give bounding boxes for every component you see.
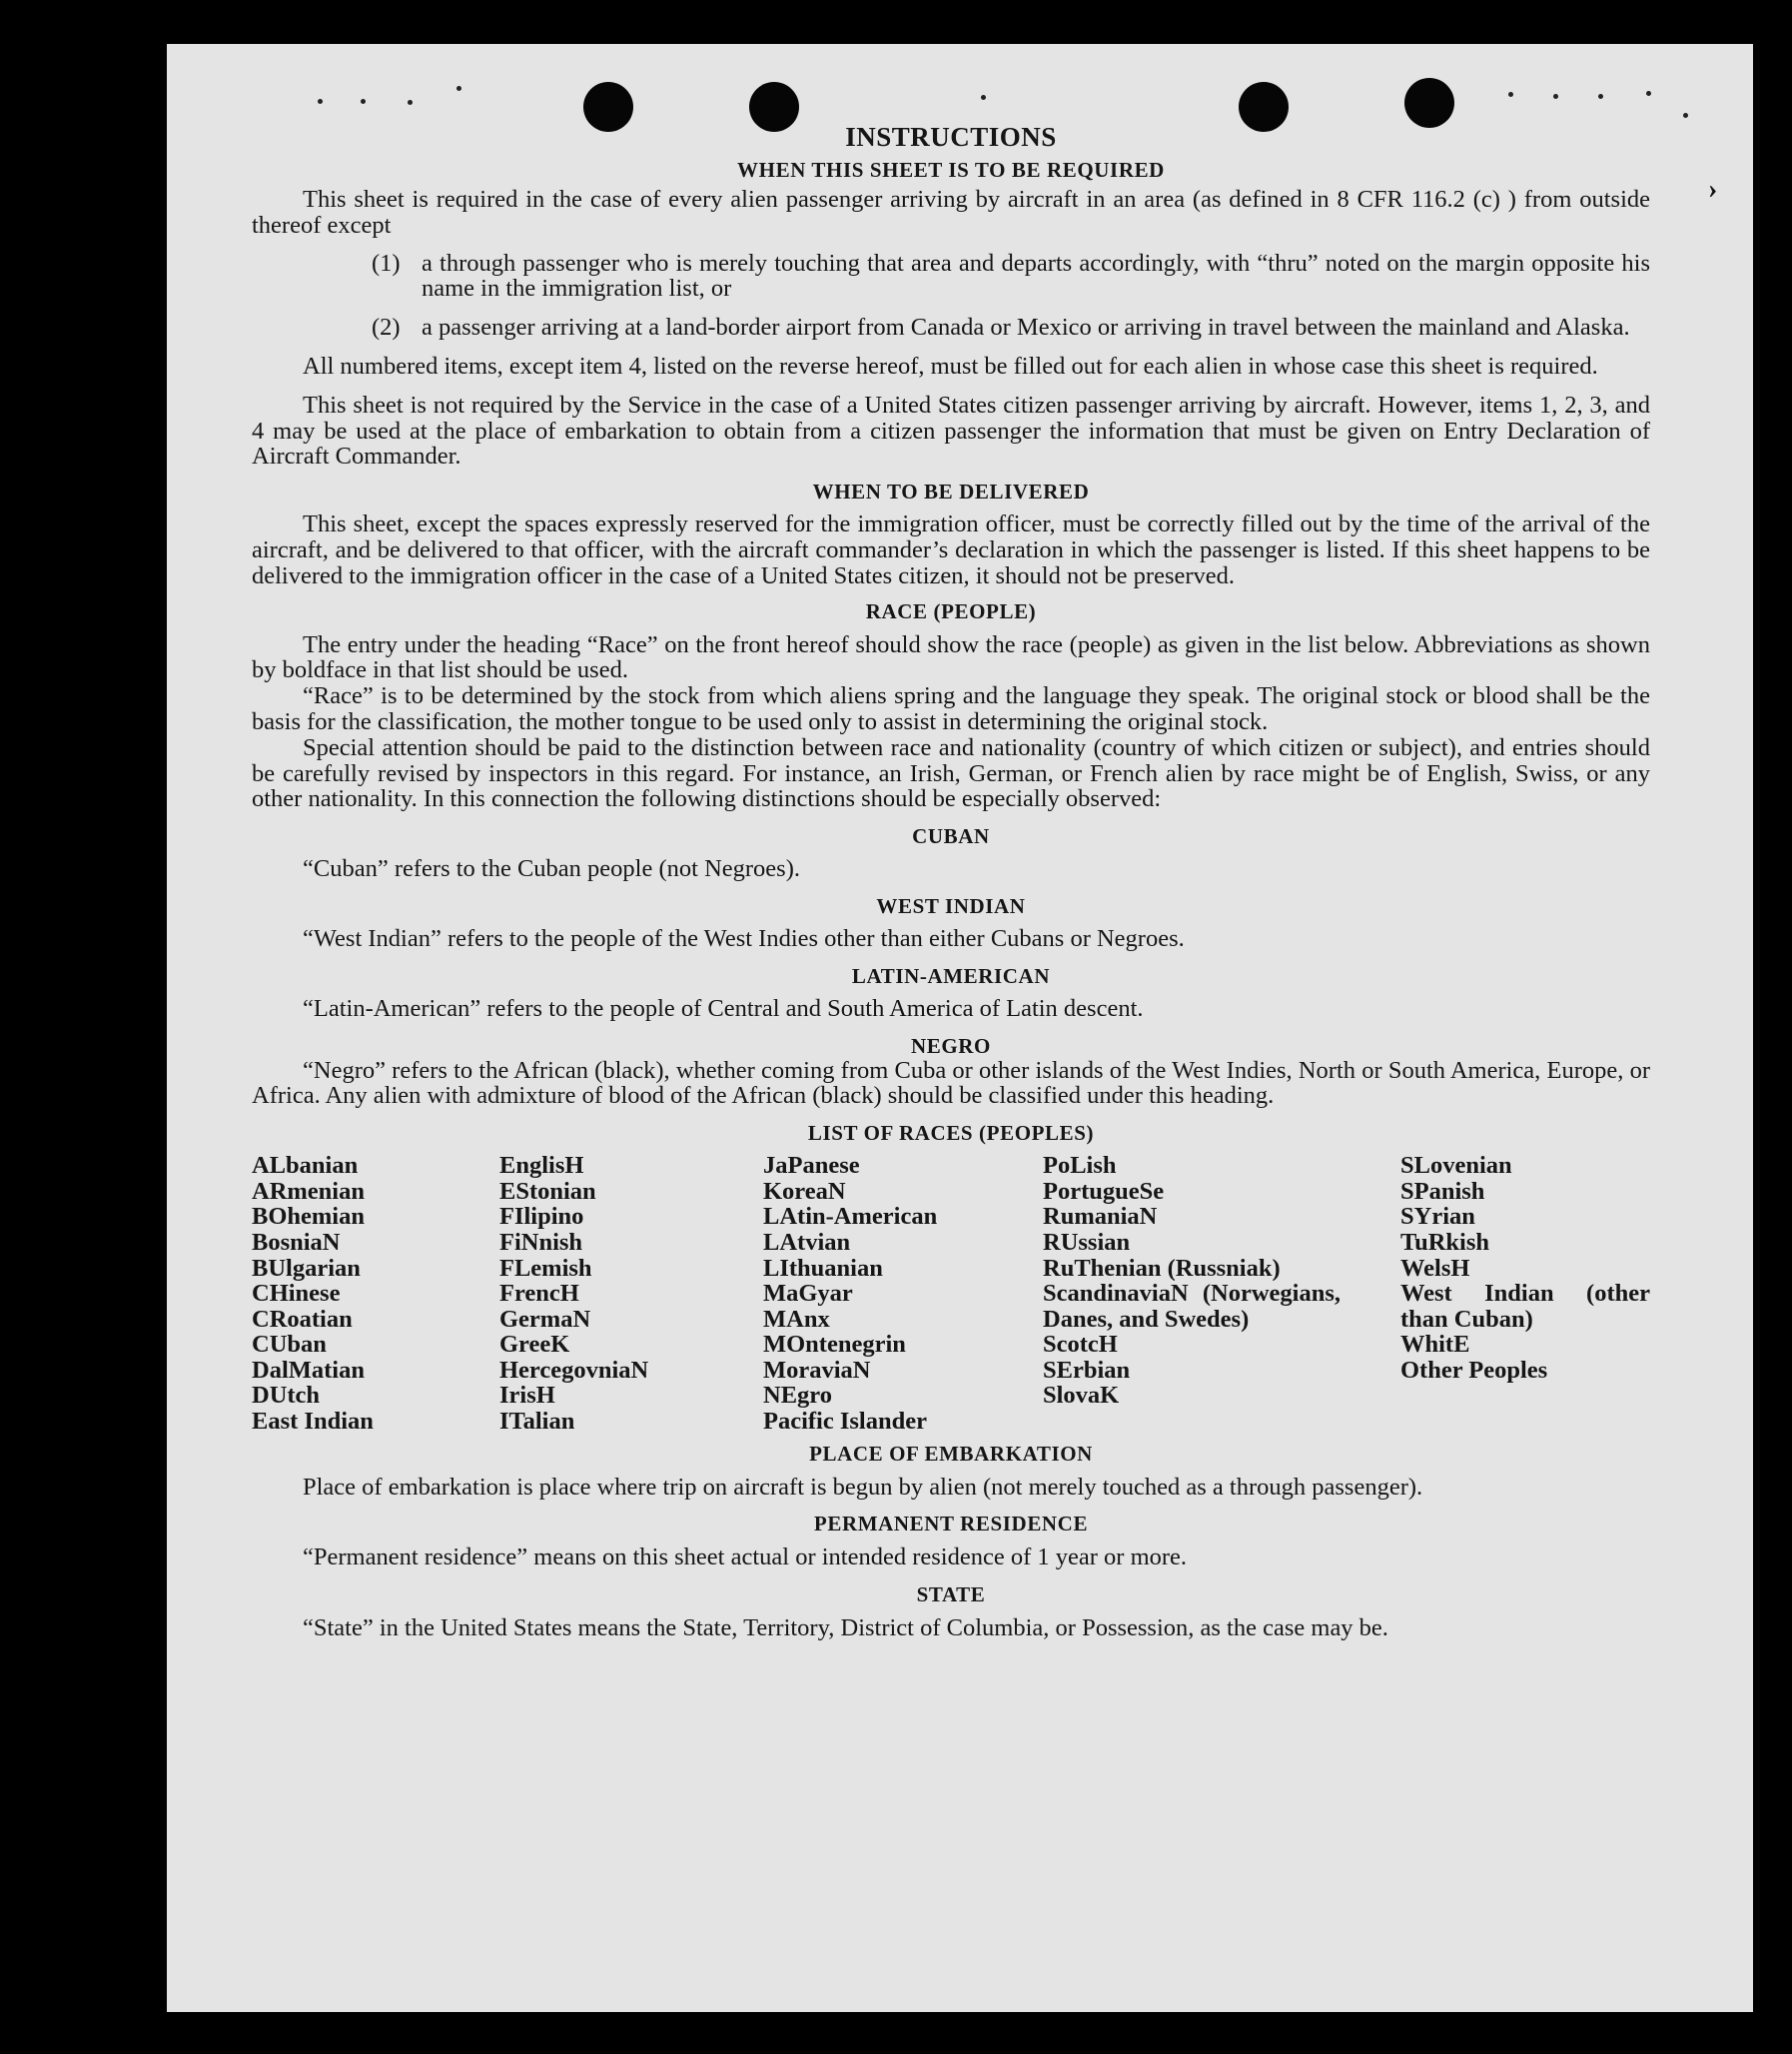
speck [1683,113,1688,118]
race-entry: MoraviaN [763,1356,871,1384]
race-entry: MaGyar [763,1280,853,1308]
exception-item-1 [372,251,1650,303]
race-entry: MAnx [763,1305,830,1333]
race-entry: TuRkish [1400,1228,1490,1256]
race-entry: SlovaK [1043,1382,1120,1410]
race-entry: ScotcH [1043,1331,1118,1359]
race-entry: LAtin-American [763,1203,938,1231]
section-heading-negro: NEGRO [910,1033,991,1058]
item-text: a through passenger who is merely touching that area and departs accordingly, with “thru” noted on the margin opposite his name in the immigration list, or [422,249,1650,303]
race-entry: WhitE [1400,1331,1470,1359]
state-text: “State” in the United States means the State, Territory, District of Columbia, or Possession, as the case may be. [303,1614,1388,1642]
race-entry: BosniaN [252,1228,341,1256]
section-heading-residence: PERMANENT RESIDENCE [813,1512,1089,1537]
race-entry: EnglisH [499,1152,584,1180]
section-heading-cuban: CUBAN [912,824,990,849]
race-entry: IrisH [499,1382,555,1410]
required-paragraph-3: This sheet is not required by the Service in the case of a United States citizen passenger arriving by aircraft. However, items 1, 2, 3, and 4 may be used at the place of embarkation to obtain from a citizen passenger the information that must be given on Entry Declaration of Aircraft Commander. [252,391,1650,471]
race-entry: Pacific Islander [763,1408,927,1436]
race-entry: SErbian [1043,1356,1131,1384]
race-entry: FLemish [499,1254,592,1282]
item-number: (1) [372,249,401,277]
race-column-5 [1400,1153,1650,1435]
race-entry: SYrian [1400,1203,1475,1231]
race-entry: GreeK [499,1331,570,1359]
section-heading-race-list: LIST OF RACES (PEOPLES) [807,1121,1095,1146]
race-entry: LAtvian [763,1228,851,1256]
speck [456,86,461,91]
delivered-text: This sheet, except the spaces expressly reserved for the immigration officer, must be correctly filled out by the time of the arrival of the aircraft, and be delivered to that officer, with the aircraft commander’s declaration in which the passenger is listed. If this sheet happens to be delivered to the immigration officer in the case of a United States citizen, it should not be preserved. [252,511,1650,589]
race-entry: PortugueSe [1043,1177,1165,1205]
exception-item-2 [372,315,1650,341]
item-text: a passenger arriving at a land-border airport from Canada or Mexico or arriving in travel between the mainland and Alaska. [422,314,1630,342]
race-paragraph-1: The entry under the heading “Race” on the front hereof should show the race (people) as given in the list below. Abbreviations as shown by boldface in that list should be used. [252,630,1650,684]
punch-hole [1404,78,1454,128]
section-heading-embarkation: PLACE OF EMBARKATION [809,1441,1093,1466]
race-entry: BUlgarian [252,1254,361,1282]
item-number: (2) [372,314,401,342]
race-entry: HercegovniaN [499,1356,649,1384]
section-heading-delivered: WHEN TO BE DELIVERED [812,480,1090,505]
race-column-3 [763,1153,1043,1435]
west-indian-text: “West Indian” refers to the people of the West Indies other than either Cubans or Negroes. [303,924,1185,952]
race-entry: DUtch [252,1382,321,1410]
required-intro: This sheet is required in the case of every alien passenger arriving by aircraft in an area (as defined in 8 CFR 116.2 (c) ) from outside thereof except [252,186,1650,239]
race-entry: SLovenian [1400,1152,1512,1180]
race-column-4 [1043,1153,1341,1435]
cuban-text: “Cuban” refers to the Cuban people (not Negroes). [303,855,800,883]
race-entry: East Indian [252,1408,374,1436]
section-heading-state: STATE [916,1582,986,1607]
latin-american-text: “Latin-American” refers to the people of Central and South America of Latin descent. [303,994,1144,1022]
race-entry: RumaniaN [1043,1203,1158,1231]
race-entry: ALbanian [252,1152,359,1180]
speck [1646,91,1651,96]
race-entry: WelsH [1400,1254,1470,1282]
race-entry: CHinese [252,1280,341,1308]
race-entry: ITalian [499,1408,575,1436]
section-heading-latin-american: LATIN-AMERICAN [851,963,1051,988]
section-heading-west-indian: WEST INDIAN [876,893,1026,918]
section-heading-required: WHEN THIS SHEET IS TO BE REQUIRED [737,158,1165,182]
speck [318,99,323,104]
race-entry: ARmenian [252,1177,365,1205]
race-entry: FrencH [499,1280,579,1308]
race-entry: JaPanese [763,1152,860,1180]
race-entry: EStonian [499,1177,596,1205]
race-entry: FIlipino [499,1203,584,1231]
speck [1553,94,1558,99]
race-entry: GermaN [499,1305,591,1333]
speck [1508,92,1513,97]
race-entry: NEgro [763,1382,832,1410]
race-entry: SPanish [1400,1177,1485,1205]
speck [408,100,413,105]
required-paragraph-2: All numbered items, except item 4, listed on the reverse hereof, must be filled out for each alien in whose case this sheet is required. [303,352,1598,380]
embarkation-text: Place of embarkation is place where trip on aircraft is begun by alien (not merely touched as a through passenger). [303,1473,1423,1501]
race-entry: MOntenegrin [763,1331,906,1359]
race-entry: CUban [252,1331,327,1359]
race-entry: KoreaN [763,1177,846,1205]
speck [361,99,366,104]
race-entry: CRoatian [252,1305,353,1333]
race-paragraph-3: Special attention should be paid to the distinction between race and nationality (country of which citizen or subject), and entries should be carefully revised by inspectors in this regard. For instance, an Irish, German, or French alien by race might be of English, Swiss, or any other nationality. In this connection the following distinctions should be especially observed: [252,733,1650,813]
race-entry: Other Peoples [1400,1356,1548,1384]
race-entry: LIthuanian [763,1254,883,1282]
race-entry: PoLish [1043,1152,1117,1180]
race-entry: BOhemian [252,1203,365,1231]
speck [1598,94,1603,99]
document-title: INSTRUCTIONS [845,122,1057,152]
race-list [252,1153,1650,1435]
section-heading-race: RACE (PEOPLE) [865,598,1037,623]
race-paragraph-2: “Race” is to be determined by the stock from which aliens spring and the language they speak. The original stock or blood shall be the basis for the classification, the mother tongue to be used only to assist in determining the original stock. [252,682,1650,735]
race-entry: RuThenian (Russniak) [1043,1254,1281,1282]
margin-mark: › [1708,174,1718,205]
speck [981,95,986,100]
race-entry: RUssian [1043,1228,1131,1256]
race-column-1 [252,1153,499,1435]
document-body [252,122,1650,1641]
negro-text: “Negro” refers to the African (black), whether coming from Cuba or other islands of the West Indies, North or South America, Europe, or Africa. Any alien with admixture of blood of the African (black) should be classified under this heading. [252,1056,1650,1110]
race-entry: DalMatian [252,1356,365,1384]
race-entry: West Indian (other than Cuban) [1400,1280,1650,1333]
residence-text: “Permanent residence” means on this sheet actual or intended residence of 1 year or more. [303,1543,1188,1571]
race-entry: FiNnish [499,1228,583,1256]
race-column-2 [499,1153,763,1435]
race-entry: ScandinaviaN (Norwegians, Danes, and Swedes) [1043,1280,1341,1333]
